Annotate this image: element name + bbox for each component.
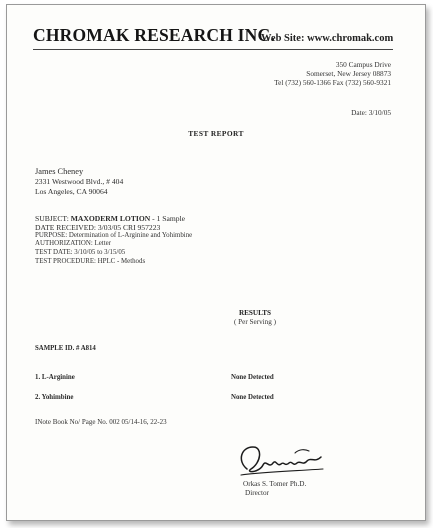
notebook-reference: INote Book No/ Page No. 002 05/14-16, 22-23: [35, 418, 167, 426]
phone-fax: Tel (732) 560-1366 Fax (732) 560-9321: [274, 78, 391, 87]
signatory-title: Director: [245, 489, 269, 497]
results-heading: RESULTS: [238, 309, 272, 317]
purpose-line: PURPOSE: Determination of L-Arginine and Yohimbine: [35, 232, 193, 239]
recipient-name: James Cheney: [35, 167, 84, 176]
address-line1: 350 Campus Drive: [335, 60, 391, 69]
result-row-label: 2. Yohimbine: [35, 394, 74, 401]
document-page: [6, 4, 426, 521]
result-row-label: 1. L-Arginine: [35, 374, 75, 381]
subject-note: - 1 Sample: [152, 214, 186, 223]
test-procedure-line: TEST PROCEDURE: HPLC - Methods: [35, 258, 146, 265]
address-line2: Somerset, New Jersey 08873: [306, 69, 391, 78]
recipient-street: 2331 Westwood Blvd., # 404: [35, 177, 124, 186]
company-name: CHROMAK RESEARCH INC.: [33, 25, 275, 45]
result-row-value: None Detected: [231, 394, 274, 401]
report-title: TEST REPORT: [188, 129, 244, 138]
result-row-value: None Detected: [231, 374, 274, 381]
subject-label: SUBJECT:: [35, 214, 69, 223]
letterhead-rule: [33, 49, 393, 50]
authorization-line: AUTHORIZATION: Letter: [35, 240, 111, 247]
report-date: Date: 3/10/05: [351, 108, 391, 117]
company-website: Web Site: www.chromak.com: [261, 33, 394, 44]
date-received: DATE RECEIVED: 3/03/05 CRI 957223: [35, 223, 161, 232]
test-date-line: TEST DATE: 3/10/05 to 3/15/05: [35, 249, 126, 256]
subject-product: MAXODERM LOTION: [70, 214, 151, 223]
sample-id: SAMPLE ID. # A814: [35, 345, 96, 352]
signature-icon: [233, 439, 333, 481]
subject-line: [35, 214, 185, 223]
results-subheading: ( Per Serving ): [233, 318, 277, 326]
recipient-city: Los Angeles, CA 90064: [35, 187, 108, 196]
signatory-name: Orkas S. Tomer Ph.D.: [243, 480, 307, 488]
